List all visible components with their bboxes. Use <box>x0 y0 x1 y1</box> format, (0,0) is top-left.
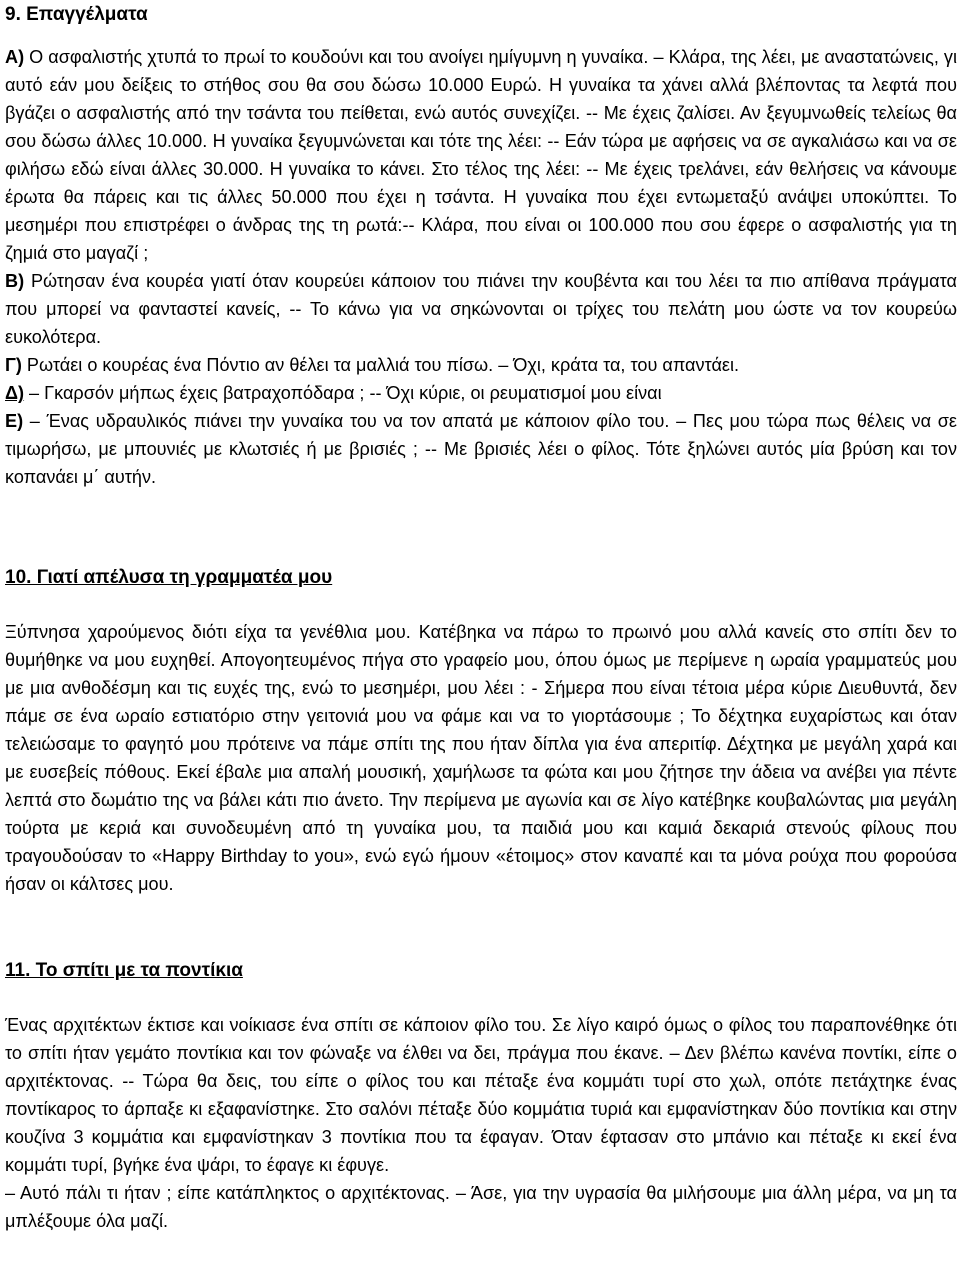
joke-b-text: Ρώτησαν ένα κουρέα γιατί όταν κουρεύει κάποιον του πιάνει την κουβέντα και του λέει τα πιο απίθανα πράγματα που μπορεί να φανταστεί κανείς, -- Το κάνω για να σηκώνονται οι τρίχες του πελάτη μου ώστε να τον κουρεύω ευκολότερα. <box>5 271 957 347</box>
joke-d <box>5 379 957 407</box>
joke-e <box>5 407 957 491</box>
joke-e-text: – Ένας υδραυλικός πιάνει την γυναίκα του να τον απατά με κάποιον φίλο του. – Πες μου τώρα πως θέλεις να σε τιμωρήσω, με μπουνιές με κλωτσιές ή με βρισιές ; -- Με βρισιές λέει ο φίλος. Τότε ξηλώνει αυτός μία βρύση και τον κοπανάει μ΄ αυτήν. <box>5 411 957 487</box>
section-11-paragraph: Ένας αρχιτέκτων έκτισε και νοίκιασε ένα σπίτι σε κάποιον φίλο του. Σε λίγο καιρό όμως ο φίλος του παραπονέθηκε ότι το σπίτι ήταν γεμάτο ποντίκια και τον φώναξε να έλθει να δει, πράγμα που έκανε. – Δεν βλέπω κανένα ποντίκι, είπε ο αρχιτέκτονας. -- Τώρα θα δεις, του είπε ο φίλος του και πέταξε ένα κομμάτι τυρί στο χωλ, οπότε πετάχτηκε ένας ποντίκαρος το άρπαξε κι εξαφανίστηκε. Στο σαλόνι πέταξε δύο κομμάτια τυριά και εμφανίστηκαν δύο ποντίκια και στην κουζίνα 3 κομμάτια και εμφανίστηκαν 3 ποντίκια που τα έφαγαν. Όταν έφτασαν στο μπάνιο και πέταξε κι εκεί ένα κομμάτι τυρί, βγήκε ένα ψάρι, το έφαγε κι έφυγε. <box>5 1015 957 1175</box>
joke-a <box>5 43 957 267</box>
joke-c <box>5 351 957 379</box>
joke-a-text: Ο ασφαλιστής χτυπά το πρωί το κουδούνι και του ανοίγει ημίγυμνη η γυναίκα. – Κλάρα, της λέει, με αναστατώνεις, γι αυτό εάν μου δείξεις το στήθος σου θα σου δώσω 10.000 Ευρώ. Η γυναίκα τα χάνει αλλά βλέποντας τα λεφτά που βγάζει ο ασφαλιστής από την τσάντα του πείθεται, ενώ αυτός συνεχίζει. -- Με έχεις ζαλίσει. Αν ξεγυμνωθείς τελείως θα σου δώσω άλλες 10.000. Η γυναίκα ξεγυμνώνεται και τότε της λέει: -- Εάν τώρα με αφήσεις να σε αγκαλιάσω και να σε φιλήσω εδώ είναι άλλες 30.000. Η γυναίκα το κάνει. Στο τέλος της λέει: -- Με έχεις τρελάνει, εάν θελήσεις να κάνουμε έρωτα θα πάρεις και τις άλλες 50.000 που έχει η τσάντα. Η γυναίκα που έχει εντωμεταξύ ανάψει υποκύπτει. Το μεσημέρι που επιστρέφει ο άνδρας της τη ρωτά:-- Κλάρα, που είναι οι 100.000 που σου έφερε ο ασφαλιστής για τη ζημιά στο μαγαζί ; <box>5 47 957 263</box>
joke-d-text: – Γκαρσόν μήπως έχεις βατραχοπόδαρα ; -- Όχι κύριε, οι ρευματισμοί μου είναι <box>24 383 662 403</box>
section-11-title: 11. Το σπίτι με τα ποντίκια <box>5 960 243 981</box>
section-9-body <box>5 43 957 491</box>
section-9-title: 9. Επαγγέλματα <box>5 4 148 25</box>
joke-c-text: Ρωτάει ο κουρέας ένα Πόντιο αν θέλει τα μαλλιά του πίσω. – Όχι, κράτα τα, του απαντάει. <box>21 355 740 375</box>
section-11-body <box>5 1011 957 1235</box>
joke-c-label: Γ) <box>5 355 22 375</box>
section-11-closing: – Αυτό πάλι τι ήταν ; είπε κατάπληκτος ο αρχιτέκτονας. – Άσε, για την υγρασία θα μιλήσουμε μια άλλη μέρα, να μη τα μπλέξουμε όλα μαζί. <box>5 1183 957 1231</box>
joke-a-label: Α) <box>5 47 25 67</box>
joke-b-label: Β) <box>5 271 25 291</box>
section-10-body <box>5 618 957 898</box>
joke-b <box>5 267 957 351</box>
joke-e-label: Ε) <box>5 411 24 431</box>
section-10-title: 10. Γιατί απέλυσα τη γραμματέα μου <box>5 567 333 588</box>
joke-d-label: Δ) <box>5 383 25 403</box>
section-10-paragraph: Ξύπνησα χαρούμενος διότι είχα τα γενέθλια μου. Κατέβηκα να πάρω το πρωινό μου αλλά κανείς στο σπίτι δεν το θυμήθηκε να μου ευχηθεί. Απογοητευμένος πήγα στο γραφείο μου, όπου όμως με περίμενε η ωραία γραμματεύς μου με μια ανθοδέσμη και τις ευχές της, ενώ το μεσημέρι, μου λέει : - Σήμερα που είναι τέτοια μέρα κύριε Διευθυντά, δεν πάμε σε ένα ωραίο εστιατόριο στην γειτονιά μου να φάμε και να το γιορτάσουμε ; Το δέχτηκα ευχαρίστως και όταν τελειώσαμε το φαγητό μου πρότεινε να πάμε σπίτι της που ήταν δίπλα για ένα απεριτίφ. Δέχτηκα με μεγάλη χαρά και με ευσεβείς πόθους. Εκεί έβαλε μια απαλή μουσική, χαμήλωσε τα φώτα και μου ζήτησε την άδεια να ανέβει για πέντε λεπτά στο δωμάτιο της να βάλει κάτι πιο άνετο. Την περίμενα με αγωνία και σε λίγο κατέβηκε κουβαλώντας μια μεγάλη τούρτα με κεριά και συνοδευμένη από τη γυναίκα μου, τα παιδιά μου και καμιά δεκαριά στενούς φίλους που τραγουδούσαν το «Happy Birthday to you», ενώ εγώ ήμουν «έτοιμος» στον καναπέ και τα μόνα ρούχα που φορούσα ήσαν οι κάλτσες μου. <box>5 622 957 894</box>
